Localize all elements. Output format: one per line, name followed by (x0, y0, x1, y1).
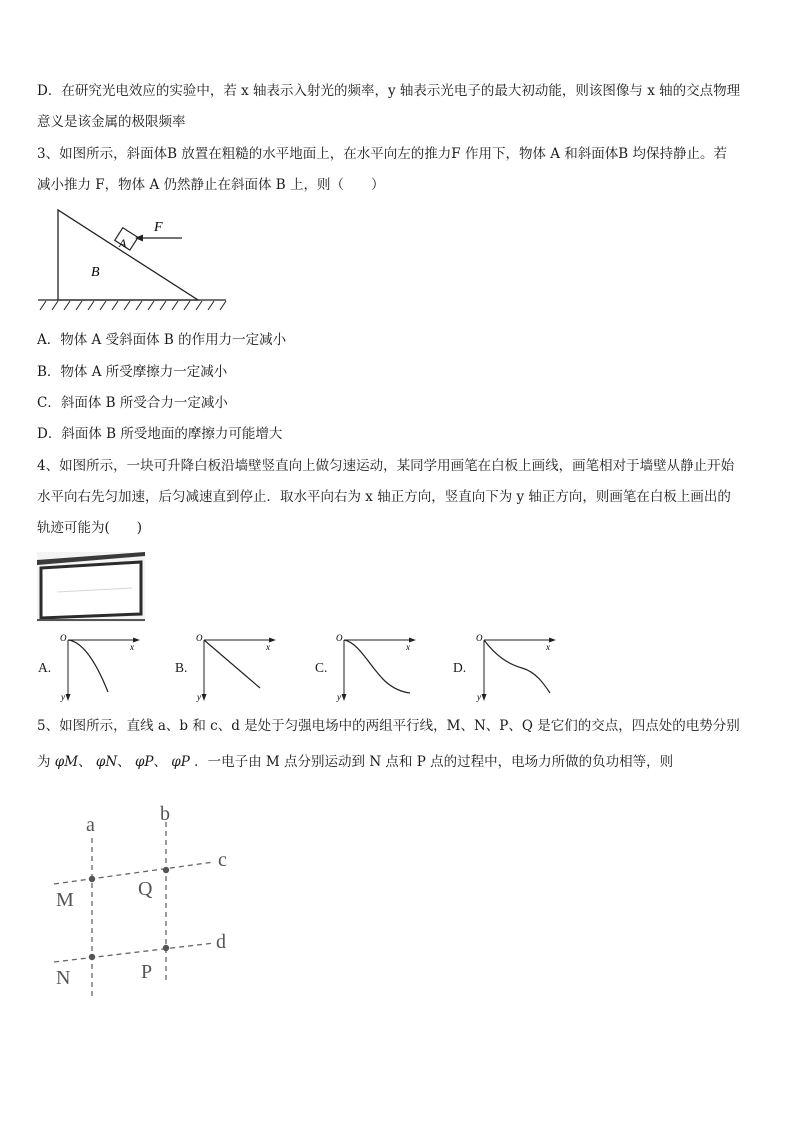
q3-option-a: A．物体 A 受斜面体 B 的作用力一定减小 (37, 332, 287, 348)
q4-stem-line3: 轨迹可能为( ) (37, 520, 143, 536)
q5-stem-pre: 为 (37, 754, 51, 770)
point-p (163, 945, 169, 951)
q3-incline-figure (36, 206, 236, 312)
phi-p: φP (134, 754, 154, 770)
q3-option-b: B．物体 A 所受摩擦力一定减小 (37, 364, 228, 380)
label-m: M (56, 889, 74, 911)
force-arrow (135, 235, 182, 242)
label-line-c: c (218, 849, 227, 871)
x-axis-label: x (266, 642, 270, 652)
q4-stem-line1: 4、如图所示，一块可升降白板沿墙壁竖直向上做匀速运动，某同学用画笔在白板上画线，画笔相对于墙壁从静止开始 (37, 458, 735, 474)
y-axis-label: y (61, 692, 65, 702)
y-axis-label: y (477, 692, 481, 702)
origin-label: O (196, 633, 203, 643)
label-p: P (141, 961, 153, 983)
phi-m: φM (54, 754, 79, 770)
line-d (54, 943, 214, 962)
line-c (54, 862, 214, 884)
label-n: N (56, 967, 71, 989)
point-n (89, 954, 95, 960)
q5-stem-line2: 为 φM、 φN、 φP、 φP ．一电子由 M 点分别运动到 N 点和 P 点的过程中，电场力所做的负功相等，则 (37, 754, 674, 770)
phi-n: φN (95, 754, 118, 770)
q5-stem-line1: 5、如图所示，直线 a、b 和 c、d 是处于匀强电场中的两组平行线，M、N、P、Q 是它们的交点，四点处的电势分别 (37, 718, 740, 734)
trajectory-curve (344, 640, 410, 693)
point-q (163, 867, 169, 873)
origin-label: O (476, 633, 483, 643)
q4-stem-line2: 水平向右先匀加速，后匀减速直到停止．取水平向右为 x 轴正方向，竖直向下为 y 轴正方向，则画笔在白板上画出的 (37, 489, 731, 505)
q4-graph-b (194, 632, 284, 704)
q5-stem-post: ．一电子由 M 点分别运动到 N 点和 P 点的过程中，电场力所做的负功相等，则 (194, 754, 674, 770)
q3-stem-line1: 3、如图所示，斜面体B 放置在粗糙的水平地面上，在水平向左的推力F 作用下，物体 A 和斜面体B 均保持静止。若 (37, 146, 728, 162)
label-q: Q (138, 878, 153, 900)
q4-graph-b-label: B. (175, 660, 188, 675)
origin-label: O (60, 633, 67, 643)
y-axis-label: y (197, 692, 201, 702)
origin-label: O (336, 633, 343, 643)
q2-option-d-line1: D．在研究光电效应的实验中，若 x 轴表示入射光的频率，y 轴表示光电子的最大初动能，则该图像与 x 轴的交点物理 (37, 83, 741, 99)
trajectory-curve (484, 640, 550, 693)
q4-graph-d (474, 632, 564, 704)
q2-option-d-line2: 意义是该金属的极限频率 (37, 114, 186, 130)
q4-graph-d-label: D. (453, 660, 467, 675)
trajectory-line (204, 640, 260, 688)
label-f: F (154, 220, 163, 235)
label-a: A (119, 236, 127, 250)
label-line-b: b (160, 803, 170, 825)
x-axis-label: x (130, 642, 134, 652)
q5-field-figure (48, 800, 248, 1005)
q4-graph-a (58, 632, 148, 704)
phi-q: φP (171, 754, 190, 770)
ground (38, 300, 226, 310)
q4-graph-c (334, 632, 424, 704)
label-b: B (91, 265, 100, 280)
label-line-d: d (216, 931, 226, 953)
x-axis-label: x (406, 642, 410, 652)
y-axis-label: y (337, 692, 341, 702)
q3-option-c: C．斜面体 B 所受合力一定减小 (37, 395, 228, 411)
point-m (89, 876, 95, 882)
q4-graph-a-label: A. (38, 660, 52, 675)
q3-option-d: D．斜面体 B 所受地面的摩擦力可能增大 (37, 426, 283, 442)
whiteboard-photo (37, 552, 145, 622)
label-line-a: a (86, 814, 95, 836)
trajectory-curve (68, 640, 108, 692)
q3-stem-line2: 减小推力 F，物体 A 仍然静止在斜面体 B 上，则（ ） (37, 177, 385, 193)
x-axis-label: x (546, 642, 550, 652)
wedge-b (58, 210, 198, 300)
q4-graph-c-label: C. (315, 660, 328, 675)
